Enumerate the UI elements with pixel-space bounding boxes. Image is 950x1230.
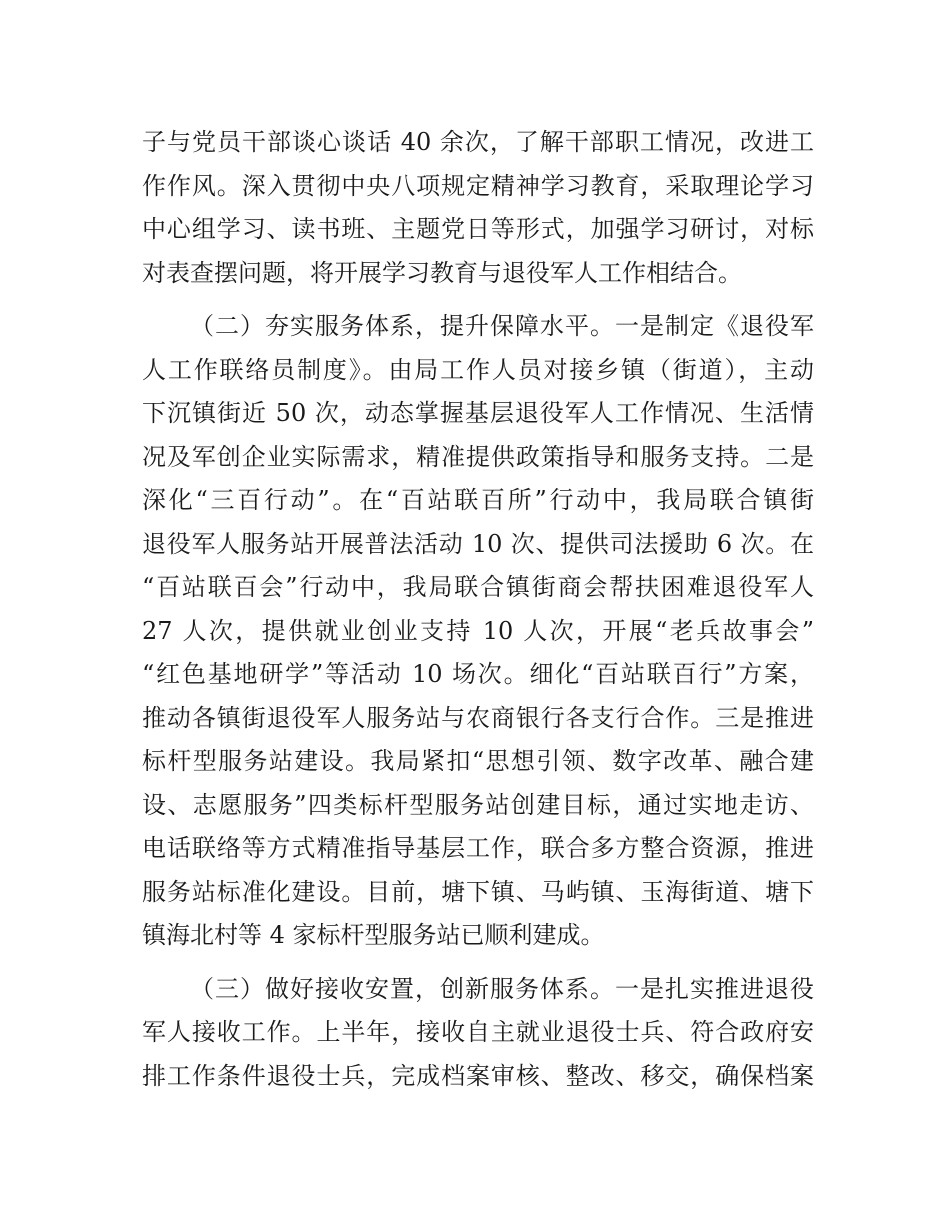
text-line: （三）做好接收安置，创新服务体系。一是扎实推进退役 [190, 974, 814, 1003]
text-line: （二）夯实服务体系，提升保障水平。一是制定《退役军 [190, 312, 814, 340]
text-line: 排工作条件退役士兵，完成档案审核、整改、移交，确保档案 [142, 1061, 814, 1090]
text-line: 电话联络等方式精准指导基层工作，联合多方整合资源，推进 [142, 834, 814, 862]
text-line: 对表查摆问题，将开展学习教育与退役军人工作相结合。 [142, 258, 742, 287]
paragraph-spacing [142, 295, 814, 305]
text-line: 镇海北村等 4 家标杆型服务站已顺利建成。 [142, 921, 605, 949]
text-line: 深化“三百行动”。在“百站联百所”行动中，我局联合镇街 [142, 486, 814, 514]
text-line: 服务站标准化建设。目前，塘下镇、马屿镇、玉海街道、塘下 [142, 877, 814, 906]
text-line: 况及军创企业实际需求，精准提供政策指导和服务支持。二是 [142, 442, 814, 471]
text-line: 标杆型服务站建设。我局紧扣“思想引领、数字改革、融合建 [142, 747, 814, 775]
text-line: 设、志愿服务”四类标杆型服务站创建目标，通过实地走访、 [142, 790, 814, 819]
text-line: “红色基地研学”等活动 10 场次。细化“百站联百行”方案， [142, 660, 814, 688]
text-line: 退役军人服务站开展普法活动 10 次、提供司法援助 6 次。在 [142, 529, 814, 558]
paragraph [142, 305, 814, 958]
paragraph-spacing [142, 958, 814, 968]
text-line: 子与党员干部谈心谈话 40 余次，了解干部职工情况，改进工 [142, 128, 814, 156]
paragraph [142, 968, 814, 1099]
text-line: 中心组学习、读书班、主题党日等形式，加强学习研讨，对标 [142, 215, 814, 243]
text-line: 推动各镇街退役军人服务站与农商银行各支行合作。三是推进 [142, 703, 814, 732]
text-line: 作作风。深入贯彻中央八项规定精神学习教育，采取理论学习 [142, 171, 814, 200]
text-line: 军人接收工作。上半年，接收自主就业退役士兵、符合政府安 [142, 1018, 814, 1046]
document-body [142, 121, 814, 1098]
paragraph [142, 121, 814, 295]
text-line: 27 人次，提供就业创业支持 10 人次，开展“老兵故事会” [142, 616, 814, 645]
text-line: “百站联百会”行动中，我局联合镇街商会帮扶困难退役军人 [142, 573, 814, 601]
text-line: 人工作联络员制度》。由局工作人员对接乡镇（街道），主动 [142, 355, 814, 384]
text-line: 下沉镇街近 50 次，动态掌握基层退役军人工作情况、生活情 [142, 399, 814, 427]
